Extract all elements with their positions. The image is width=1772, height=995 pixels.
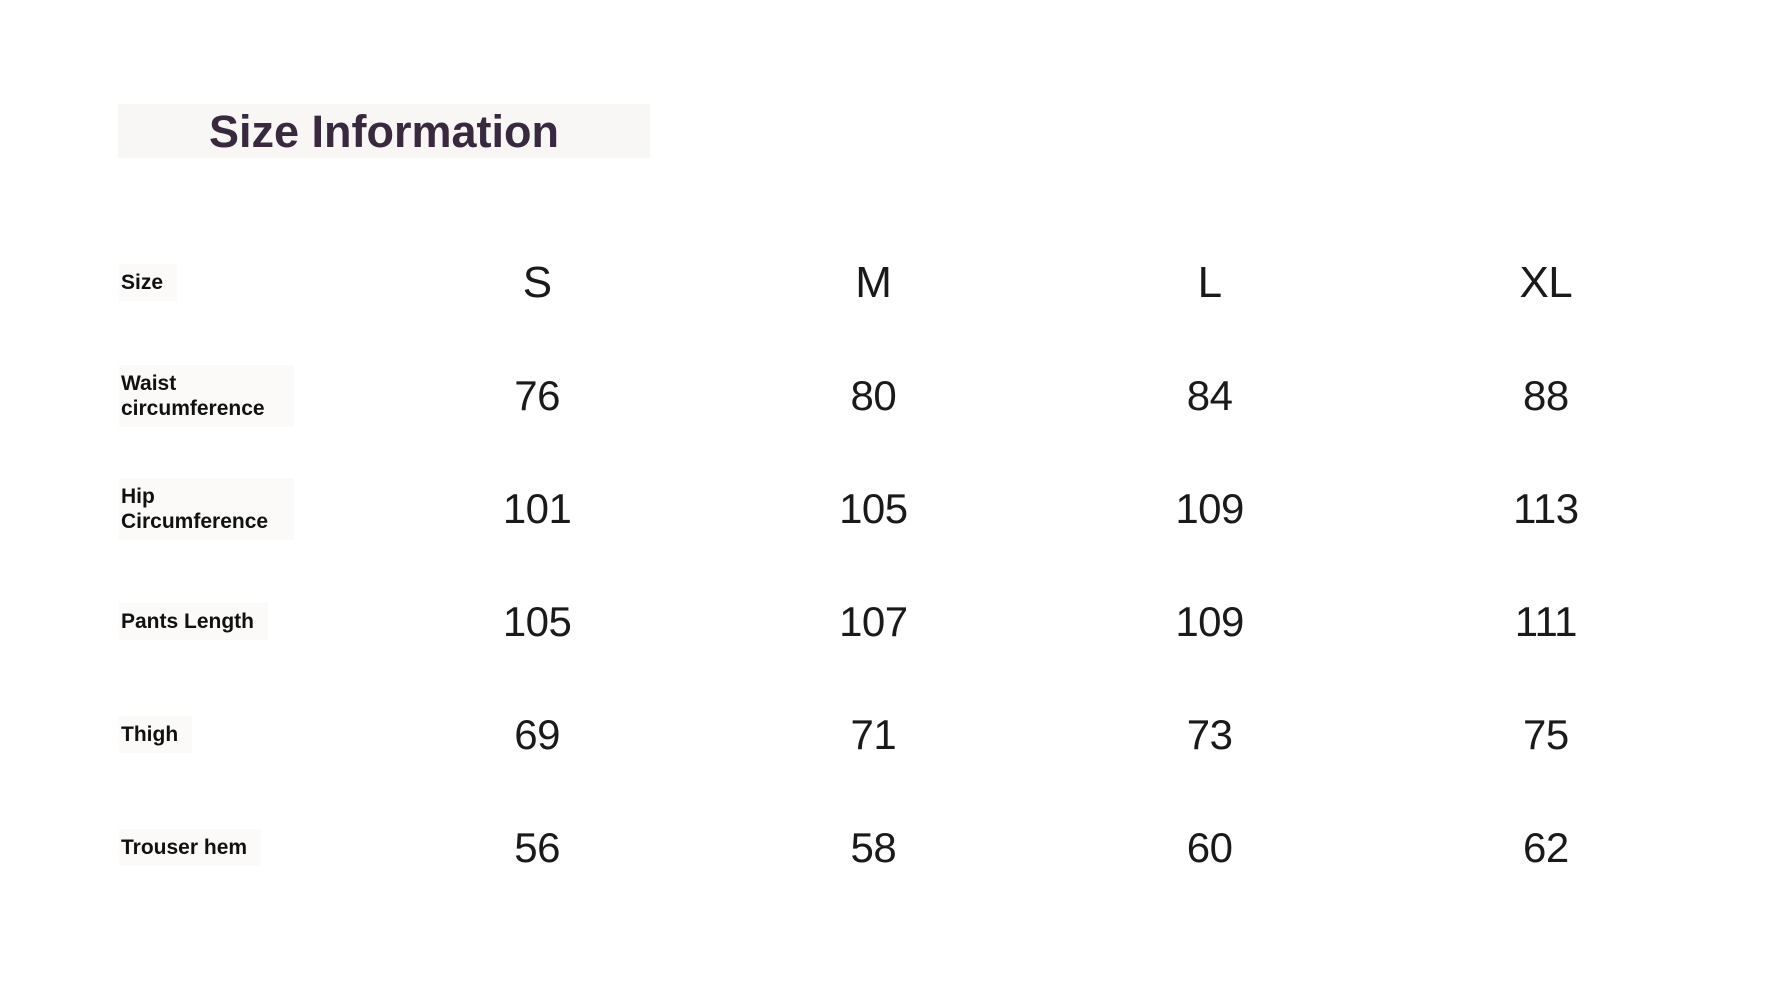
column-header-s: S <box>522 257 552 307</box>
hip-value-xl: 113 <box>1513 484 1579 532</box>
pants-length-value-xl: 111 <box>1514 597 1578 645</box>
thigh-value-xl: 75 <box>1523 710 1569 758</box>
size-table <box>119 226 1714 904</box>
row-label-thigh: Thigh <box>119 678 369 791</box>
trouser-hem-value-xl: 62 <box>1523 823 1569 871</box>
hip-value-m: 105 <box>839 484 908 532</box>
column-header-xl: XL <box>1519 257 1573 307</box>
hip-value-l: 109 <box>1175 484 1244 532</box>
pants-length-value-s: 105 <box>502 597 572 645</box>
trouser-hem-value-l: 60 <box>1186 823 1233 871</box>
corner-label: Size <box>119 264 177 301</box>
waist-value-xl: 88 <box>1523 371 1569 419</box>
column-header-m: M <box>855 257 892 307</box>
waist-value-l: 84 <box>1186 371 1233 419</box>
row-label-trouser-hem: Trouser hem <box>119 791 369 904</box>
trouser-hem-value-m: 58 <box>850 823 897 871</box>
trouser-hem-value-s: 56 <box>514 823 560 871</box>
title-strip <box>118 104 650 158</box>
row-label-waist: Waist circumference <box>119 339 369 452</box>
thigh-value-l: 73 <box>1186 710 1233 758</box>
hip-value-s: 101 <box>502 484 572 532</box>
thigh-value-m: 71 <box>850 710 897 758</box>
column-header-l: L <box>1197 257 1222 307</box>
page-title: Size Information <box>208 105 560 157</box>
thigh-value-s: 69 <box>514 710 560 758</box>
pants-length-value-l: 109 <box>1175 597 1244 645</box>
table-corner-cell <box>119 226 369 339</box>
waist-value-s: 76 <box>514 371 560 419</box>
pants-length-value-m: 107 <box>839 597 908 645</box>
row-label-hip: Hip Circumference <box>119 452 369 565</box>
row-label-pants-length: Pants Length <box>119 565 369 678</box>
waist-value-m: 80 <box>850 371 897 419</box>
